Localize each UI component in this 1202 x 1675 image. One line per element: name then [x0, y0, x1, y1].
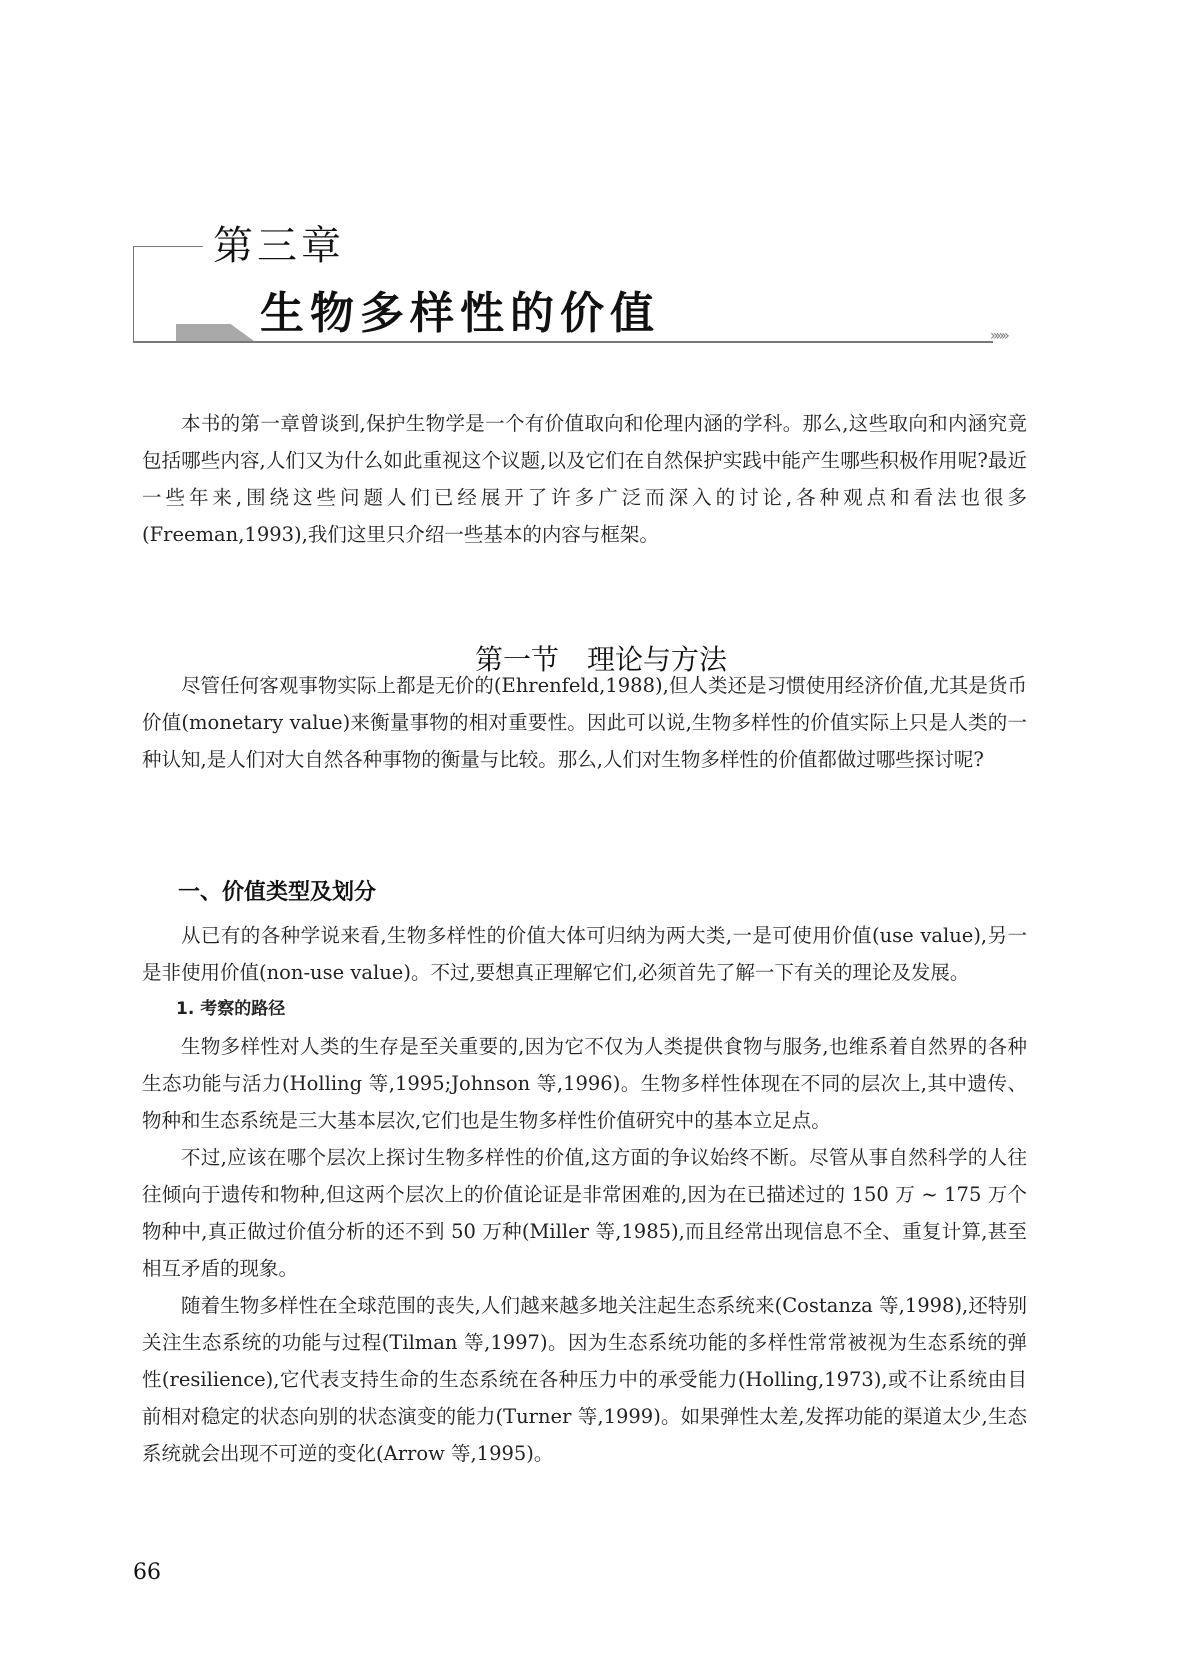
body-paragraph: 不过,应该在哪个层次上探讨生物多样性的价值,这方面的争议始终不断。尽管从事自然科学的人往往倾向于遗传和物种,但这两个层次上的价值论证是非常困难的,因为在已描述过的 150 万 ~ 175 万个物种中,真正做过价值分析的还不到 50 万种(Miller 等,1985),而且经常出现信息不全、重复计算,甚至相互矛盾的现象。	[142, 1146, 1027, 1280]
intro-paragraph: 本书的第一章曾谈到,保护生物学是一个有价值取向和伦理内涵的学科。那么,这些取向和内涵究竟包括哪些内容,人们又为什么如此重视这个议题,以及它们在自然保护实践中能产生哪些积极作用呢?最近一些年来,围绕这些问题人们已经展开了许多广泛而深入的讨论,各种观点和看法也很多(Freeman,1993),我们这里只介绍一些基本的内容与框架。	[142, 412, 1027, 546]
chapter-header	[0, 0, 1202, 360]
chapter-title: 生物多样性的价值	[260, 288, 660, 339]
item-heading: 1. 考察的路径	[176, 999, 286, 1019]
section-title: 第一节 理论与方法	[474, 643, 727, 676]
header-rule-top	[133, 246, 203, 247]
subsection-text-block	[142, 917, 1027, 1472]
body-paragraph: 生物多样性对人类的生存是至关重要的,因为它不仅为人类提供食物与服务,也维系着自然界的各种生态功能与活力(Holling 等,1995;Johnson 等,1996)。生物多样性体现在不同的层次上,其中遗传、物种和生态系统是三大基本层次,它们也是生物多样性价值研究中的基本立足点。	[142, 1035, 1027, 1132]
intro-text-block	[142, 405, 1027, 553]
header-rule-vertical	[133, 246, 134, 342]
section-paragraph: 尽管任何客观事物实际上都是无价的(Ehrenfeld,1988),但人类还是习惯使用经济价值,尤其是货币价值(monetary value)来衡量事物的相对重要性。因此可以说,生物多样性的价值实际上只是人类的一种认知,是人们对大自然各种事物的衡量与比较。那么,人们对生物多样性的价值都做过哪些探讨呢?	[142, 674, 1027, 771]
section-text-block	[142, 667, 1027, 778]
subsection-heading: 一、价值类型及划分	[178, 880, 377, 905]
chapter-number: 第三章	[213, 223, 345, 269]
page-number: 66	[133, 1560, 161, 1585]
header-gray-tab	[176, 324, 254, 341]
chevron-right-icon: »»»	[990, 328, 1007, 344]
header-rule-bottom	[133, 341, 993, 343]
subsection-paragraph: 从已有的各种学说来看,生物多样性的价值大体可归纳为两大类,一是可使用价值(use value),另一是非使用价值(non-use value)。不过,要想真正理解它们,必须首先了解一下有关的理论及发展。	[142, 924, 1027, 984]
body-paragraph: 随着生物多样性在全球范围的丧失,人们越来越多地关注起生态系统来(Costanza 等,1998),还特别关注生态系统的功能与过程(Tilman 等,1997)。因为生态系统功能的多样性常常被视为生态系统的弹性(resilience),它代表支持生命的生态系统在各种压力中的承受能力(Holling,1973),或不让系统由目前相对稳定的状态向别的状态演变的能力(Turner 等,1999)。如果弹性太差,发挥功能的渠道太少,生态系统就会出现不可逆的变化(Arrow 等,1995)。	[142, 1294, 1027, 1465]
